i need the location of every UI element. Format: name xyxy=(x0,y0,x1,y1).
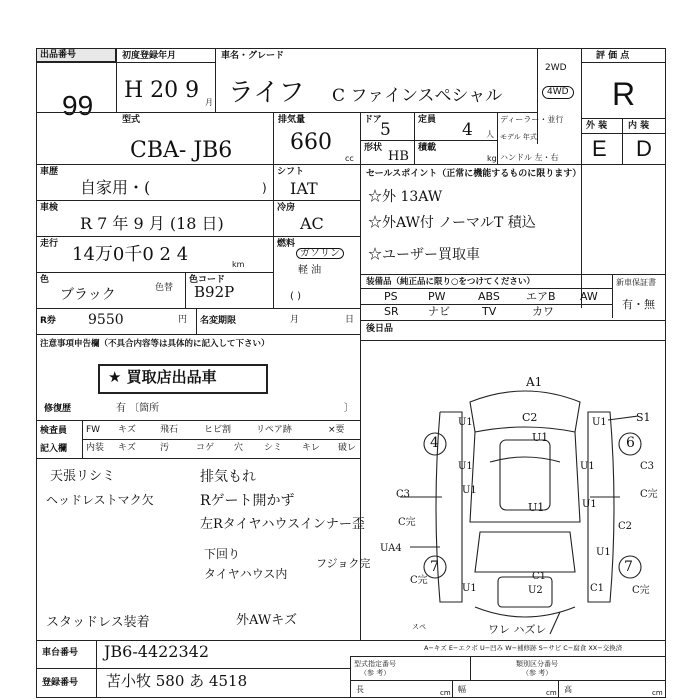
repair-value: 有 〔箇所 xyxy=(116,403,160,414)
model-value: CBA- JB6 xyxy=(130,138,233,163)
ticket-value: 9550 xyxy=(88,312,124,328)
capacity-value: 4 xyxy=(462,120,473,140)
mark-u1-rear-left: U1 xyxy=(462,583,477,594)
history-close: ) xyxy=(262,181,267,195)
mark-c3-left: C3 xyxy=(396,489,411,500)
sales-point-2: ☆外AW付 ノーマルT 積込 xyxy=(368,215,536,231)
mark-spare: スペ xyxy=(412,623,426,631)
reg-value: 苫小牧 580 あ 4518 xyxy=(106,672,248,690)
color-code-label: 色コード xyxy=(189,275,226,285)
height-cm: cm xyxy=(652,689,663,697)
int-item-5: シミ xyxy=(264,443,283,453)
mark-ua4: UA4 xyxy=(380,543,402,554)
after-items-label: 後日品 xyxy=(366,324,394,334)
interior-score: D xyxy=(636,136,652,161)
mark-u1-left-front: U1 xyxy=(458,417,473,428)
equipment-header: 装備品（純正品に限り○をつけてください） xyxy=(366,277,535,287)
int-item-2: 汚 xyxy=(160,443,170,453)
notes-stamp: ★ 買取店出品車 xyxy=(108,368,217,386)
inspection-label: 車検 xyxy=(40,203,59,213)
fw-item-4: リペア跡 xyxy=(256,425,292,435)
mark-u1-rear-right: U1 xyxy=(596,547,611,558)
shift-label: シフト xyxy=(277,167,305,177)
model-label: 型式 xyxy=(122,115,141,125)
class-sub: （参 考） xyxy=(522,669,553,677)
mark-c1-rear: C1 xyxy=(532,571,547,582)
note-10: 外AWキズ xyxy=(236,613,297,628)
int-item-7: 破レ xyxy=(338,443,357,453)
shift-value: IAT xyxy=(290,179,318,198)
name-change-month: 月 xyxy=(290,315,300,325)
repair-label: 修復歴 xyxy=(44,404,72,414)
type-designation-label: 型式指定番号 xyxy=(354,660,396,668)
color-code-value: B92P xyxy=(194,283,235,301)
sales-points-header: セールスポイント（正常に機能するものに限ります） xyxy=(366,169,582,179)
score-value: R xyxy=(612,76,636,112)
width-cm: cm xyxy=(546,689,557,697)
mark-c1-rear-right: C1 xyxy=(590,583,605,594)
doors-value: 5 xyxy=(380,120,391,140)
note-3: 排気もれ xyxy=(200,469,256,485)
mark-7-left: 7 xyxy=(430,559,439,575)
mark-c-done-right: C完 xyxy=(640,489,658,500)
mark-6: 6 xyxy=(626,435,635,451)
color-change-label: 色替 xyxy=(155,283,174,293)
model-year-label: モデル 年式 xyxy=(500,133,537,141)
color-code-paren: ( ) xyxy=(290,291,301,302)
repair-close: 〕 xyxy=(344,403,354,414)
fw-item-3: ヒビ割 xyxy=(204,425,232,435)
score-label: 評 価 点 xyxy=(596,51,630,61)
lot-label: 出品番号 xyxy=(40,50,77,60)
type-designation-sub: （参 考） xyxy=(360,669,391,677)
mark-a1: A1 xyxy=(526,375,543,389)
displacement-label: 排気量 xyxy=(278,115,306,125)
load-label: 積載 xyxy=(418,143,437,153)
fuel-label: 燃料 xyxy=(277,239,296,249)
exterior-score: E xyxy=(592,136,607,161)
equip-airbag: エアB xyxy=(526,290,556,303)
int-item-1: キズ xyxy=(118,443,136,453)
note-7: タイヤハウス内 xyxy=(204,567,288,581)
mark-u1-mid: U1 xyxy=(528,501,545,514)
equip-navi: ナビ xyxy=(428,305,450,318)
mark-u1-top: U1 xyxy=(532,431,549,444)
handle-label: ハンドル 左・右 xyxy=(500,153,559,162)
mileage-unit: km xyxy=(232,260,245,269)
interior-head: 内装 xyxy=(86,443,105,453)
mark-c-done-left: C完 xyxy=(398,517,416,528)
equip-abs: ABS xyxy=(478,290,500,303)
height-label: 高 xyxy=(564,685,572,694)
mark-u1-right: U1 xyxy=(580,461,595,472)
int-item-3: コゲ xyxy=(196,443,215,453)
note-8: フジョク完 xyxy=(316,557,371,570)
equip-leather: カワ xyxy=(532,305,554,318)
mark-s1: S1 xyxy=(636,411,651,424)
sales-point-1: ☆外 13AW xyxy=(368,189,443,205)
fw-item-5: ×要 xyxy=(328,425,345,435)
int-item-6: キレ xyxy=(302,443,320,453)
note-5: 左Rタイヤハウスインナー歪 xyxy=(200,517,365,532)
car-name-label: 車名・グレード xyxy=(221,51,285,61)
equip-aw: AW xyxy=(580,290,598,303)
mark-7-right: 7 xyxy=(624,559,633,575)
exterior-label: 外 装 xyxy=(586,121,608,131)
ticket-unit: 円 xyxy=(178,315,188,325)
mark-c-done-rear-right: C完 xyxy=(632,585,650,596)
length-cm: cm xyxy=(440,689,451,697)
dealer-parallel: ディーラー・並行 xyxy=(500,115,564,124)
shape-value: HB xyxy=(388,149,409,164)
name-change-label: 名変期限 xyxy=(200,316,237,326)
width-label: 幅 xyxy=(458,685,466,694)
chassis-value: JB6-4422342 xyxy=(104,642,210,661)
inspection-value: R 7 年 9 月 (18 日) xyxy=(80,214,224,233)
equip-pw: PW xyxy=(428,290,446,303)
mark-c3-right: C3 xyxy=(640,461,655,472)
equip-sr: SR xyxy=(384,305,399,318)
first-reg-value: H 20 9 xyxy=(124,78,200,103)
car-grade: C ファインスペシャル xyxy=(332,86,503,106)
fw-item-1: キズ xyxy=(118,425,136,435)
diagram-legend: A−キズ E−エクボ U−凹み W−補修跡 S−サビ C−腐食 XX−交換済 xyxy=(424,644,623,652)
inspector-label: 検査員 xyxy=(40,426,68,436)
mark-c2-right: C2 xyxy=(618,521,633,532)
first-reg-label: 初度登録年月 xyxy=(122,51,177,61)
note-4: Rゲート開かず xyxy=(200,493,295,509)
fuel-light-oil: 軽 油 xyxy=(298,265,322,276)
color-value: ブラック xyxy=(60,287,116,303)
drive-4wd: 4WD xyxy=(542,86,574,99)
mileage-label: 走行 xyxy=(40,239,59,249)
shape-label: 形状 xyxy=(364,143,383,153)
car-name: ライフ xyxy=(228,78,305,108)
color-label: 色 xyxy=(40,275,50,285)
mark-c-done-rear-left: C完 xyxy=(410,575,428,586)
mark-u1-right-front: U1 xyxy=(592,417,607,428)
drive-2wd: 2WD xyxy=(545,63,567,73)
mark-u1-mid-right: U1 xyxy=(582,499,597,510)
fuel-gasoline: ガソリン xyxy=(296,248,344,259)
mileage-value: 14万0千0 2 4 xyxy=(72,244,189,265)
capacity-label: 定員 xyxy=(418,115,437,125)
length-label: 長 xyxy=(356,685,364,694)
ticket-label: R券 xyxy=(40,316,56,326)
notes-header: 注意事項申告欄（不具合内容等は具体的に記入して下さい） xyxy=(40,339,270,349)
note-2: ヘッドレストマク欠 xyxy=(46,493,154,507)
mark-4: 4 xyxy=(430,435,439,451)
fw-head: FW xyxy=(86,425,101,435)
displacement-unit: cc xyxy=(345,154,354,163)
displacement-value: 660 xyxy=(290,130,332,155)
fw-item-2: 飛石 xyxy=(160,425,179,435)
int-item-4: 穴 xyxy=(234,443,244,453)
lot-number: 99 xyxy=(62,90,94,121)
mark-u1-mid-left: U1 xyxy=(462,485,477,496)
first-reg-month: 月 xyxy=(205,98,213,107)
mark-crack: ワレ ハズレ xyxy=(488,623,547,636)
capacity-unit: 人 xyxy=(486,130,494,139)
aircon-label: 冷房 xyxy=(277,203,296,213)
doors-label: ドア xyxy=(364,115,382,125)
note-9: スタッドレス装着 xyxy=(46,615,150,630)
name-change-day: 日 xyxy=(345,315,355,325)
interior-label: 内 装 xyxy=(628,121,650,131)
chassis-label: 車台番号 xyxy=(42,648,79,658)
mark-u1-left: U1 xyxy=(458,461,473,472)
note-6: 下回り xyxy=(204,547,241,561)
warranty-label: 新車保証書 xyxy=(616,278,656,287)
history-label: 車歴 xyxy=(40,167,59,177)
entry-label: 記入欄 xyxy=(40,444,68,454)
note-1: 天張リシミ xyxy=(50,469,116,484)
class-label: 類別区分番号 xyxy=(516,660,558,668)
equip-tv: TV xyxy=(482,305,497,318)
aircon-value: AC xyxy=(300,214,324,233)
mark-c2-top: C2 xyxy=(522,411,538,424)
history-value: 自家用・( xyxy=(80,178,151,197)
warranty-value: 有・無 xyxy=(622,298,655,311)
load-unit: kg xyxy=(487,154,497,163)
mark-u2: U2 xyxy=(528,585,543,596)
sales-point-3: ☆ユーザー買取車 xyxy=(368,247,480,263)
reg-label: 登録番号 xyxy=(42,678,79,688)
equip-ps: PS xyxy=(384,290,398,303)
